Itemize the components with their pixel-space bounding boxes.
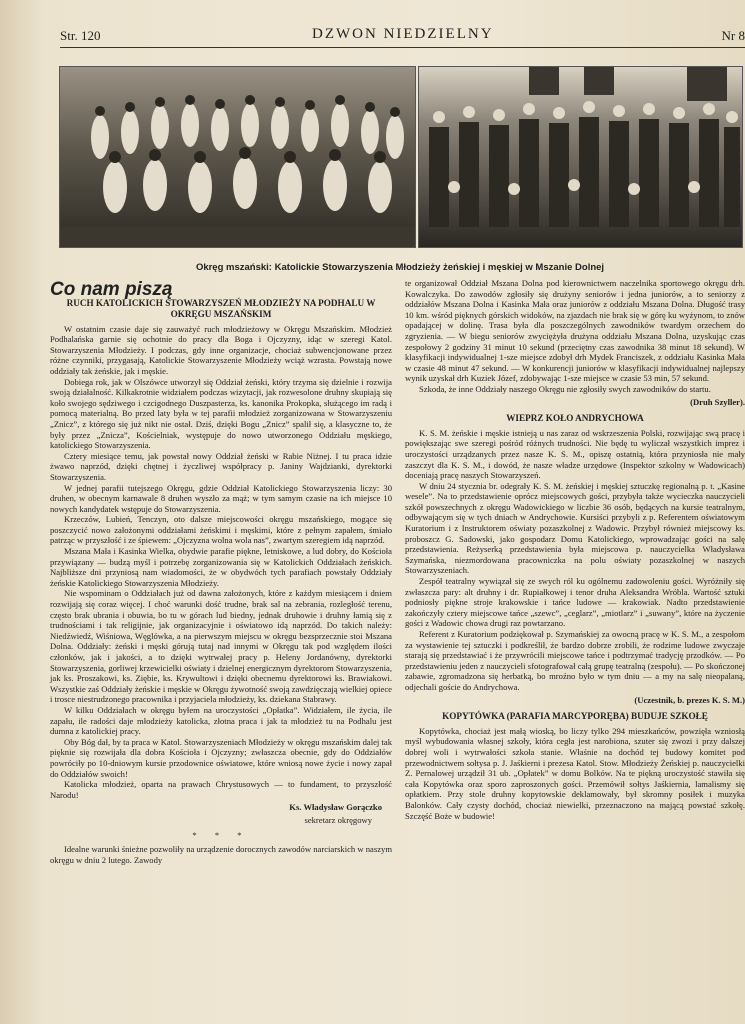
paragraph: W kilku Oddziałach w okręgu byłem na uroczystości „Opłatka”. Widziałem, ile życia, ile zapału, ile radości daje młodzieży katolicka, złotna praca i jak ta młodzież tu na Podhalu jest dumna z katolickiej pracy. bbox=[50, 704, 392, 737]
paragraph: Katolicka młodzież, oparta na prawach Chrystusowych — to fundament, to przyszłość Narodu! bbox=[50, 779, 392, 800]
paragraph: W ostatnim czasie daje się zauważyć ruch młodzieżowy w Okręgu Mszańskim. Młodzież Podhalańska garnie się ochotnie do pracy dla Boga i Ojczyzny, idąc w szeregi Katol. Stowarzyszenia Młodzieży. I podczas, gdy inne organizacje, chociaż subwencjonowane przez różne czynniki, przygasają, Katolickie Stowarzyszenie Młodzieży wciąż wzrasta. Powstają nowe oddziały tak żeńskie, jak i męskie. bbox=[50, 323, 392, 376]
paragraph: Krzeczów, Lubień, Tenczyn, oto dalsze miejscowości okręgu mszańskiego, mogące się poszczycić nowo założonymi oddziałami żeńskimi i męskimi, które z pełnym zapałem, śmiało patrząc w przyszłość i ze śpiewem: „Ojczyzna wolna wola nas”, zwartym szeregiem idą naprzód. bbox=[50, 514, 392, 546]
header-rule bbox=[60, 47, 745, 48]
paragraph: W jednej parafii tutejszego Okręgu, gdzie Oddział Katolickiego Stowarzyszenia liczy: 30 druhen, w obecnym karnawale 8 druhen wyszło za mąż; w tym samym czasie na ich miejsce 10 nowych kandydatek wstępuje do Stowarzyszenia. bbox=[50, 482, 392, 514]
paragraph: Referent z Kuratorium podziękował p. Szymańskiej za owocną pracę w K. S. M., a zespołom za wystawienie tej sztuczki i podkreślił, że bardzo dobrze zrobili, że rodzime ludowe zwyczaje starają się przedstawiać i że przywrócili miejscowe tańce i podtrzymać tradycję przodków. — Po przedstawieniu jeden z nauczycieli sfotografował całą grupę teatralną (zespołu). — Po skończonej zabawie, zgromadzona się herbatką, bo mroźno było w tym dniu — a my na salę nieopalaną, odjechali goście do Andrychowa. bbox=[405, 629, 745, 692]
paragraph: Kopytówka, chociaż jest małą wioską, bo liczy tylko 294 mieszkańców, powzięła wzniosłą myśl wybudowania własnej szkoły, która cegła jest narobiona, szuter się zwozi i przy dalszej dobrej woli i wytrwałości szkoła stanie. Właśnie na dochód tej budowy komitet pod przewodnictwem sołtysa p. J. Jaśkierni i prezesa Katol. Stow. Młodzieży Żeńskiej p. nauczycielki Z. Pernalowej urządził 31 ub. „Opłatek” w domu Bolków. Na te piękną uroczystość stawiła się cała Kopytówka oraz sporo zaproszonych gości. Przemówił sołtys Jaśkiernia, lamalismy się opłatkiem. Przy stole druhny kopytowskie deklamowały, był skromny posiłek i muzyka Balonków. Cały czysty dochód, chociaż niewielki, przeznaczono na mającą powstać szkołę. Szczęść Boże w budowie! bbox=[405, 725, 745, 821]
signature-name: Ks. Władysław Gorączko bbox=[289, 802, 382, 813]
paragraph: Nie wspominam o Oddziałach już od dawna założonych, które z każdym miesiącem i dniem rozwijają się coraz więcej. I choć warunki dość trudne, brak sal na zebrania, rozległość terenu, często brak ubrania i obuwia, bo tu w górach lud biedny, jednak druhowie i druhny łamią się z trudnościami i tak religijnie, jak organizacyjnie i oświatowo idą naprzód. Do takich należy: Niedźwiedź, Wiśniowa, Węglówka, a na pierwszym miejscu w okręgu bezsprzecznie stoi Mszana Dolna. Oddziały: żeński i męski górują tutaj nad innymi w Okręgu tak pod względem ilości członków, jak i jakości, a to dzięki wytrwałej pracy p. Heleny Jordanówny, dyrektorki Stowarzyszenia, gorliwej krzewicielki oświaty i dzielnej energicznym dyrektorom Stowarzyszenia, jak ks. Proszakowi, ks. Ziębie, ks. Krywultowi i dzięki obecnemu dyrektorowi ks. Brawiakowi. Wszystkie zaś Oddziały żeńskie i męskie w Okręgu żywotność swoją zawdzięczają wielkiej opiece i trosce niestrudzonego pracownika i przyjaciela młodzieży, ks. dziekana Stabrawy. bbox=[50, 588, 392, 705]
signature: (Druh Szyller). bbox=[690, 396, 745, 407]
signature: (Uczestnik, b. prezes K. S. M.) bbox=[634, 694, 745, 705]
paragraph: Cztery miesiące temu, jak powstał nowy Oddział żeński w Rabie Niżnej. I tu praca idzie żwawo naprzód, dzięki chętnej i życzliwej współpracy p. Janiny Wajdzianki, dyrektorki Stowarzyszenia. bbox=[50, 450, 392, 482]
paragraph: K. S. M. żeńskie i męskie istnieją u nas zaraz od wskrzeszenia Polski, rozwijając swą pracę i powiększając swe szeregi pośród różnych trudności. Nie będę tu wyliczał wszystkich imprez i uroczystości urządzanych przez nasze K. S. M., opiszę ostatnią, która przyniosła nie mały zaszczyt dla K. S. M., i dowód, że nasze władze urzędowe (Inspektor szkolny w Wadowicach) doceniają pracę naszych Stowarzyszeń. bbox=[405, 427, 745, 481]
paragraph: Idealne warunki śnieżne pozwoliły na urządzenie dorocznych zawodów narciarskich w naszym okręgu w dniu 2 lutego. Zawody bbox=[50, 844, 392, 865]
paragraph: Zespół teatralny wywiązał się ze swych ról ku ogólnemu zadowoleniu gości. Wyróżniły się zwłaszcza pary: alt druhny i dr. Rupiałkowej i tenor druha Aleksandra Wróbla. Wartość sztuki podniosły piękne stroje krakowskie i tańce ludowe — krakowiak. Nadto przedstawienie zakończyły cztery miejscowe tańce „szewc”, „ceglarz”, „miotlarz” i „suwany”, które na życzenie gości z Wadowic chowa drugi raz powtarzano. bbox=[405, 576, 745, 629]
page-number: Str. 120 bbox=[60, 28, 101, 43]
page-header bbox=[60, 24, 745, 46]
paragraph: Mszana Mała i Kasinka Wielka, obydwie parafie piękne, letniskowe, a lud dobry, do Kościoła przywiązany — budzą myśl i potrzebę zorganizowania się w Katolickich Oddziałach żeńskich. Najbliższe dni przyniosą nam wiadomości, że w obydwóch tych parafiach powstały Oddziały żeńskie Katolickiego Stowarzyszenia Młodzieży. bbox=[50, 546, 392, 588]
photo-caption: Okręg mszański: Katolickie Stowarzyszenia Młodzieży żeńskiej i męskiej w Mszanie Dolnej bbox=[195, 262, 605, 273]
section-title: Co nam piszą bbox=[50, 279, 173, 300]
issue-number: Nr 8 bbox=[721, 28, 745, 43]
newspaper-title: DZWON NIEDZIELNY bbox=[312, 26, 494, 42]
paragraph: Oby Bóg dał, by ta praca w Katol. Stowarzyszeniach Młodzieży w okręgu mszańskim dalej tak pięknie się rozwijała dla dobra Kościoła i Ojczyzny; zwłaszcza obecnie, gdy do Oddziałów powróciły po 10-dniowym kursie przodownice oświatowe, które wniosą nowe życie i nowy zapał do Oddziałów swoich! bbox=[50, 736, 392, 779]
right-column bbox=[405, 278, 745, 1018]
section-divider: * * * bbox=[192, 829, 250, 840]
paragraph: W dniu 24 stycznia br. odegrały K. S. M. żeńskiej i męskiej sztuczkę regionalną p. t. „Kasine wesele”. Na to przedstawienie oprócz miejscowych gości, przybyła także wycieczka nauczycieli szkół powszechnych z okręgu Wadowickiego w liczbie 36 osób, będących na kursie teatralnym, odbywającym się w tych dniach w Andrychowie. Kursiści przybyli z p. Referentem oświatowym Kuratorium i z Instruktorem oświaty pozaszkolnej z Wadowic. Przybył również miejscowy ks. proboszcz G. Sadowski, jako gospodarz Domu Katolickiego, wprowadzając gości na salę przedstawienia. Reżyserką przedstawienia była miejscowa p. nauczycielka Władysława Szymańska, niezmordowana pracowniczka na polu oświaty pozaszkolnej w naszych Stowarzyszeniach. bbox=[405, 480, 745, 576]
paragraph: te organizował Oddział Mszana Dolna pod kierownictwem naczelnika sportowego okręgu drh. Kowalczyka. Do zawodów zgłosiły się drużyny seniorów i jedna juniorów, a to seniorzy z oddziałów Mszana Dolna i Kasinka Mała oraz juniorów z oddziału Mszana Dolna. Długość trasy 10 km. wśród pięknych górskich widoków, na zjazdach nie brak się w górę ku wyżynom, to znów opadającej w dolinę. Trasa była dla poszczególnych zawodników twardym orzechem do zgryzienia. — W biegu seniorów zwyciężyła drużyna oddziału Mszana Dolna, uzyskując czas zespołowy 2 godziny 31 minut 10 sekund (przeciętny czas zawodnika 38 minut 18 sekund). W klasyfikacji indywidualnej 1-sze miejsce zdobył drh Mydek Franciszek, z oddziału Kasinka Mała w czasie 48 minut 47 sekund. — W konkurencji juniorów w klasyfikacji indywidualnej najlepszy wynik uzyskał drh Kuziek Józef, zdobywając 1-sze miejsce w czasie 53 min, 57 sekund. bbox=[405, 278, 745, 384]
article-heading: WIEPRZ KOŁO ANDRYCHOWA bbox=[506, 413, 644, 424]
photo-mens-association bbox=[418, 66, 743, 248]
paragraph: Dobiega rok, jak w Olszówce utworzył się Oddział żeński, który trzyma się dzielnie i rozwija swoją działalność. Kilkakrotnie widziałem podczas wizytacji, jak rozwesolone druhny skupiają się koło swojego sędziwego i czcigodnego Duszpasterza, ks. kanonika Prokopka, służącego im radą i pomocą materialną. Bo przed laty była w tej parafii młodzież zorganizowana w Stowarzyszeniu „Znicz”, z którego się już nikt nie ostał. Dziś, dzięki Bogu „Znicz” spalił się, a klasyczne to, że były przez „Znicza”, Kościelniak, występuje do nowo utworzonego Oddziału męskiego, katolickiego Stowarzyszenia. bbox=[50, 376, 392, 451]
article-heading: RUCH KATOLICKICH STOWARZYSZEŃ MŁODZIEŻY NA PODHALU W OKRĘGU MSZAŃSKIM bbox=[66, 297, 376, 319]
paragraph: Szkoda, że inne Oddziały naszego Okręgu nie zgłosiły swych zawodników do startu. bbox=[419, 383, 711, 394]
article-heading: KOPYTÓWKA (PARAFIA MARCYPORĘBA) BUDUJE SZKOŁĘ bbox=[442, 711, 708, 722]
left-column bbox=[50, 279, 392, 865]
signature-role: sekretarz okręgowy bbox=[304, 814, 372, 825]
photo-womens-association bbox=[59, 66, 416, 248]
